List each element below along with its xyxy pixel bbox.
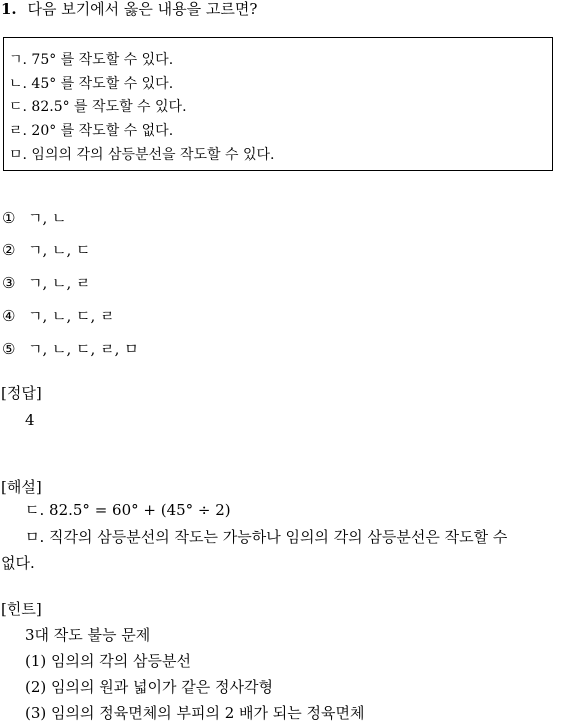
explanation-line: 없다. [1, 554, 35, 572]
question-text: 다음 보기에서 옳은 내용을 고르면? [27, 0, 258, 18]
answer-heading: [정답] [1, 384, 42, 402]
statement-box [3, 37, 553, 171]
option-mark: ⑤ [2, 340, 16, 358]
answer-value: 4 [25, 411, 35, 429]
statement-item: ㄱ. 75° 를 작도할 수 있다. [9, 52, 174, 68]
hint-heading: [힌트] [1, 600, 42, 618]
statement-item: ㄹ. 20° 를 작도할 수 없다. [9, 123, 174, 139]
option-2[interactable] [2, 240, 91, 260]
hint-item: (2) 임의의 원과 넓이가 같은 정사각형 [25, 678, 273, 696]
explanation-line: ㅁ. 직각의 삼등분선의 작도는 가능하나 임의의 각의 삼등분선은 작도할 수 [25, 528, 508, 546]
option-text: ㄱ, ㄴ, ㄷ, ㄹ, ㅁ [28, 340, 139, 358]
option-1[interactable] [2, 208, 67, 228]
explanation-line: ㄷ. 82.5° = 60° + (45° ÷ 2) [25, 501, 231, 519]
question [1, 0, 257, 19]
hint-title: 3대 작도 불능 문제 [25, 626, 151, 644]
option-text: ㄱ, ㄴ, ㄷ [28, 241, 91, 259]
statement-item: ㅁ. 임의의 각의 삼등분선을 작도할 수 있다. [9, 147, 275, 163]
statement-item: ㄴ. 45° 를 작도할 수 있다. [9, 76, 174, 92]
option-mark: ④ [2, 307, 16, 325]
option-text: ㄱ, ㄴ, ㄷ, ㄹ [28, 307, 115, 325]
explanation-heading: [해설] [1, 478, 42, 496]
hint-item: (3) 임의의 정육면체의 부피의 2 배가 되는 정육면체 [25, 704, 365, 722]
option-mark: ① [2, 209, 16, 227]
option-text: ㄱ, ㄴ [28, 209, 67, 227]
option-4[interactable] [2, 306, 115, 326]
option-3[interactable] [2, 273, 91, 293]
option-mark: ③ [2, 274, 16, 292]
question-number: 1. [1, 0, 17, 18]
option-text: ㄱ, ㄴ, ㄹ [28, 274, 91, 292]
hint-item: (1) 임의의 각의 삼등분선 [25, 652, 191, 670]
option-mark: ② [2, 241, 16, 259]
statement-item: ㄷ. 82.5° 를 작도할 수 있다. [9, 99, 187, 115]
option-5[interactable] [2, 339, 139, 359]
